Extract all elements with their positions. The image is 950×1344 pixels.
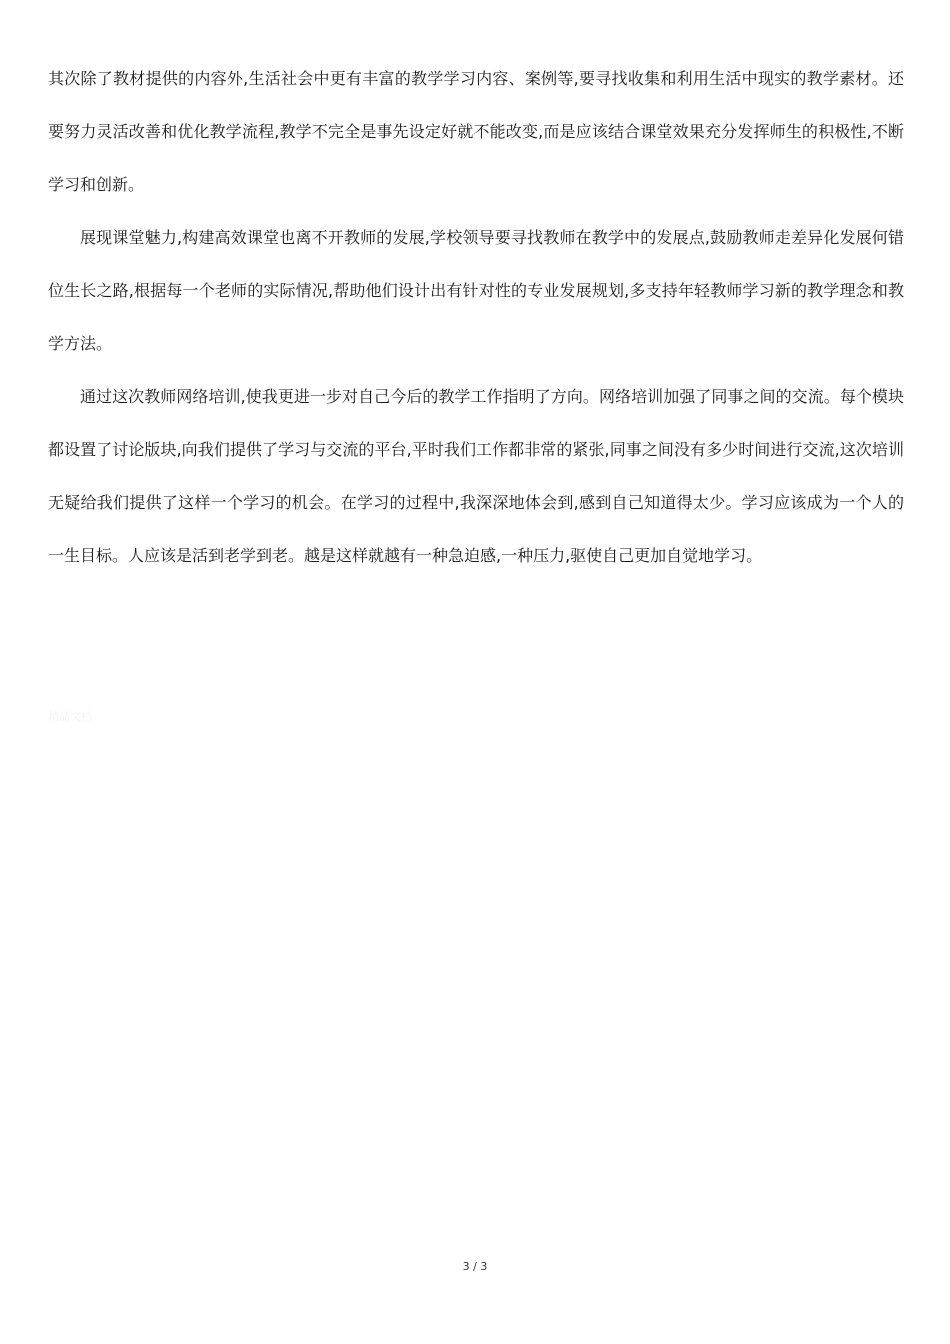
document-body (48, 52, 904, 582)
paragraph-2: 展现课堂魅力,构建高效课堂也离不开教师的发展,学校领导要寻找教师在教学中的发展点,鼓励教师走差异化发展何错位生长之路,根据每一个老师的实际情况,帮助他们设计出有针对性的专业发展规划,多支持年轻教师学习新的教学理念和教学方法。 (48, 228, 904, 353)
watermark-text: 精品文档 (48, 710, 92, 723)
page-number: 3 / 3 (462, 1260, 488, 1273)
paragraph-1: 其次除了教材提供的内容外,生活社会中更有丰富的教学学习内容、案例等,要寻找收集和利用生活中现实的教学素材。还要努力灵活改善和优化教学流程,教学不完全是事先设定好就不能改变,而是应该结合课堂效果充分发挥师生的积极性,不断学习和创新。 (48, 69, 904, 194)
paragraph-3: 通过这次教师网络培训,使我更进一步对自己今后的教学工作指明了方向。网络培训加强了同事之间的交流。每个模块都设置了讨论版块,向我们提供了学习与交流的平台,平时我们工作都非常的紧张,同事之间没有多少时间进行交流,这次培训无疑给我们提供了这样一个学习的机会。在学习的过程中,我深深地体会到,感到自己知道得太少。学习应该成为一个人的一生目标。人应该是活到老学到老。越是这样就越有一种急迫感,一种压力,驱使自己更加自觉地学习。 (48, 387, 904, 565)
